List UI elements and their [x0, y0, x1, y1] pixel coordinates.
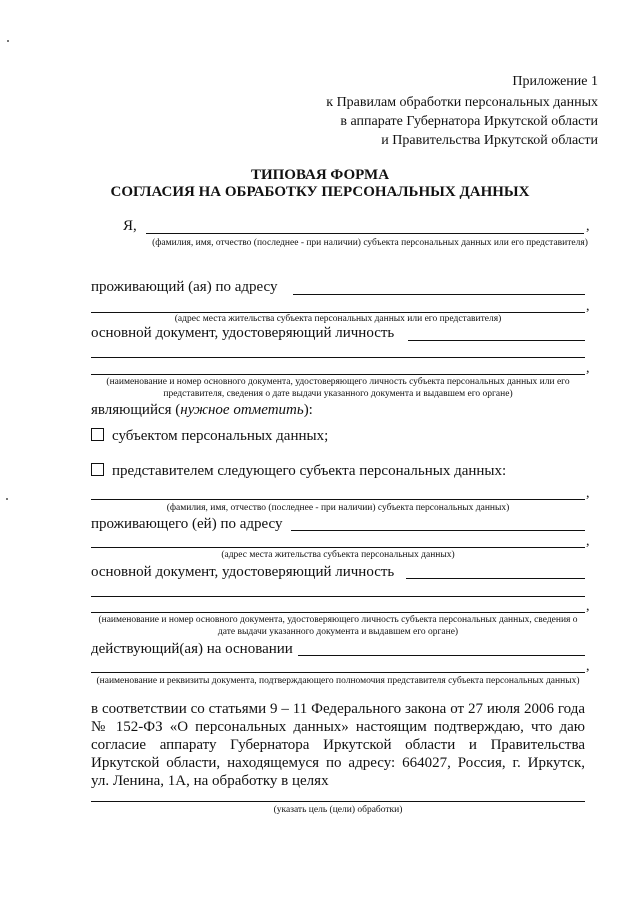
appendix-line-3: и Правительства Иркутской области [381, 133, 598, 148]
purpose-field[interactable] [91, 801, 585, 802]
subject-id-doc-field-3[interactable] [91, 612, 585, 613]
id-doc-label: основной документ, удостоверяющий личность [91, 325, 395, 341]
appendix-line-1: к Правилам обработки персональных данных [326, 95, 598, 110]
subject-address-field-2[interactable] [91, 547, 585, 548]
comma: , [586, 361, 590, 376]
title-line-1: ТИПОВАЯ ФОРМА [250, 167, 390, 183]
scan-speck [7, 40, 9, 42]
option-representative[interactable]: представителем следующего субъекта персональных данных: [91, 463, 506, 480]
consent-line-2: № 152-ФЗ «О персональных данных» настоящим подтверждаю, что даю [91, 719, 585, 735]
i-label: Я, [123, 218, 137, 234]
title-line-2: СОГЛАСИЯ НА ОБРАБОТКУ ПЕРСОНАЛЬНЫХ ДАННЫХ [110, 184, 530, 200]
id-doc-field-3[interactable] [91, 374, 585, 375]
id-doc-field[interactable] [408, 340, 585, 341]
full-name-caption: (фамилия, имя, отчество (последнее - при наличии) субъекта персональных данных или его представителя) [152, 238, 588, 248]
full-name-field[interactable] [146, 233, 584, 234]
checkbox-subject[interactable] [91, 428, 104, 441]
residing-label: проживающий (ая) по адресу [91, 279, 278, 295]
comma: , [586, 659, 590, 674]
comma: , [586, 219, 590, 234]
appendix-number: Приложение 1 [512, 74, 598, 89]
subject-id-doc-label: основной документ, удостоверяющий личность [91, 564, 395, 580]
being-label: являющийся (нужное отметить): [91, 402, 313, 418]
id-doc-caption: (наименование и номер основного документа, удостоверяющего личность субъекта персональных данных или его представителя, сведения о дате выдачи указанного документа и выдавшем его органе) [106, 377, 570, 399]
comma: , [586, 486, 590, 501]
subject-address-field[interactable] [291, 530, 585, 531]
checkbox-representative[interactable] [91, 463, 104, 476]
subject-id-doc-caption: (наименование и номер основного документа, удостоверяющего личность субъекта персональных данных, сведения о дате выдачи указанного документа и выдавшем его органе) [98, 615, 578, 637]
subject-id-doc-field-2[interactable] [91, 596, 585, 597]
subject-address-caption: (адрес места жительства субъекта персональных данных) [221, 550, 455, 560]
address-field[interactable] [293, 294, 585, 295]
appendix-line-2: в аппарате Губернатора Иркутской области [340, 114, 598, 129]
id-doc-field-2[interactable] [91, 357, 585, 358]
acting-label: действующий(ая) на основании [91, 641, 293, 657]
consent-line-3: согласие аппарату Губернатора Иркутской области и Правительства [91, 737, 585, 753]
comma: , [586, 299, 590, 314]
basis-field-2[interactable] [91, 672, 585, 673]
basis-caption: (наименование и реквизиты документа, подтверждающего полномочия представителя субъекта персональных данных) [96, 676, 580, 686]
basis-field[interactable] [298, 655, 585, 656]
subject-id-doc-field[interactable] [406, 578, 585, 579]
comma: , [586, 599, 590, 614]
option-subject[interactable]: субъектом персональных данных; [91, 428, 328, 445]
subject-name-caption: (фамилия, имя, отчество (последнее - при наличии) субъекта персональных данных) [166, 503, 510, 513]
subject-name-field[interactable] [91, 499, 585, 500]
consent-line-4: Иркутской области, находящемуся по адресу: 664027, Россия, г. Иркутск, [91, 755, 585, 771]
address-caption: (адрес места жительства субъекта персональных данных или его представителя) [174, 314, 502, 324]
subject-residing-label: проживающего (ей) по адресу [91, 516, 283, 532]
consent-line-1: в соответствии со статьями 9 – 11 Федерального закона от 27 июля 2006 года [91, 701, 585, 717]
purpose-caption: (указать цель (цели) обработки) [273, 805, 403, 815]
comma: , [586, 534, 590, 549]
scan-speck [6, 498, 8, 500]
consent-line-5: ул. Ленина, 1А, на обработку в целях [91, 773, 329, 789]
